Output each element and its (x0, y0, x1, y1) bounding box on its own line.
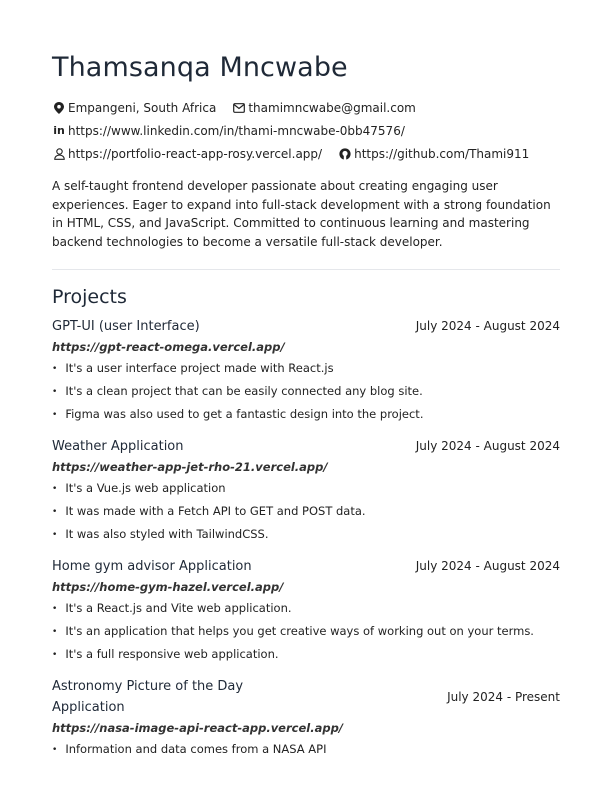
project-title: GPT-UI (user Interface) (52, 318, 200, 334)
project-bullet: • Figma was also used to get a fantastic design into the project. (52, 404, 560, 427)
candidate-name: Thamsanqa Mncwabe (52, 52, 348, 83)
project-item (52, 436, 560, 547)
location: Empangeni, South Africa (68, 100, 217, 115)
contact-row-2 (52, 119, 560, 142)
project-bullet: • It was also styled with TailwindCSS. (52, 524, 560, 547)
project-link[interactable]: https://weather-app-jet-rho-21.vercel.app/ (52, 459, 328, 474)
email-link[interactable]: thamimncwabe@gmail.com (248, 100, 416, 115)
project-item (52, 556, 560, 667)
section-heading-projects: Projects (52, 285, 127, 308)
contact-row-3 (52, 142, 560, 165)
envelope-icon (232, 101, 246, 114)
project-date: July 2024 - Present (447, 689, 560, 704)
project-date: July 2024 - August 2024 (415, 439, 560, 454)
project-bullet: • It was made with a Fetch API to GET and POST data. (52, 501, 560, 524)
project-link[interactable]: https://gpt-react-omega.vercel.app/ (52, 339, 285, 354)
github-icon (338, 147, 352, 160)
map-pin-icon (52, 101, 66, 114)
project-date: July 2024 - August 2024 (415, 319, 560, 334)
project-bullet: • Information and data comes from a NASA API (52, 739, 560, 762)
project-bullet: • It's a React.js and Vite web application. (52, 598, 560, 621)
project-bullet: • It's a Vue.js web application (52, 478, 560, 501)
linkedin-icon: in (53, 124, 65, 137)
project-title: Astronomy Picture of the Day Application (52, 678, 244, 715)
user-icon (52, 147, 66, 160)
github-link[interactable]: https://github.com/Thami911 (354, 146, 530, 161)
project-item (52, 676, 560, 762)
linkedin-link[interactable]: https://www.linkedin.com/in/thami-mncwabe-0bb47576/ (68, 123, 405, 138)
divider (52, 269, 560, 270)
project-bullet: • It's a full responsive web application. (52, 644, 560, 667)
project-bullet: • It's a clean project that can be easily connected any blog site. (52, 381, 560, 404)
project-link[interactable]: https://nasa-image-api-react-app.vercel.app/ (52, 720, 344, 735)
project-date: July 2024 - August 2024 (415, 559, 560, 574)
project-item (52, 316, 560, 427)
contact-row-1 (52, 96, 560, 119)
project-link[interactable]: https://home-gym-hazel.vercel.app/ (52, 579, 284, 594)
project-title: Weather Application (52, 438, 184, 454)
project-bullet: • It's an application that helps you get creative ways of working out on your terms. (52, 621, 560, 644)
portfolio-link[interactable]: https://portfolio-react-app-rosy.vercel.app/ (68, 146, 323, 161)
project-bullet: • It's a user interface project made with React.js (52, 358, 560, 381)
project-title: Home gym advisor Application (52, 558, 252, 574)
summary: A self-taught frontend developer passionate about creating engaging user experiences. Eager to expand into full-stack development with a strong foundation in HTML, CSS, and JavaScript. Committed to continuous learning and mastering backend technologies to become a versatile full-stack developer. (52, 179, 551, 250)
